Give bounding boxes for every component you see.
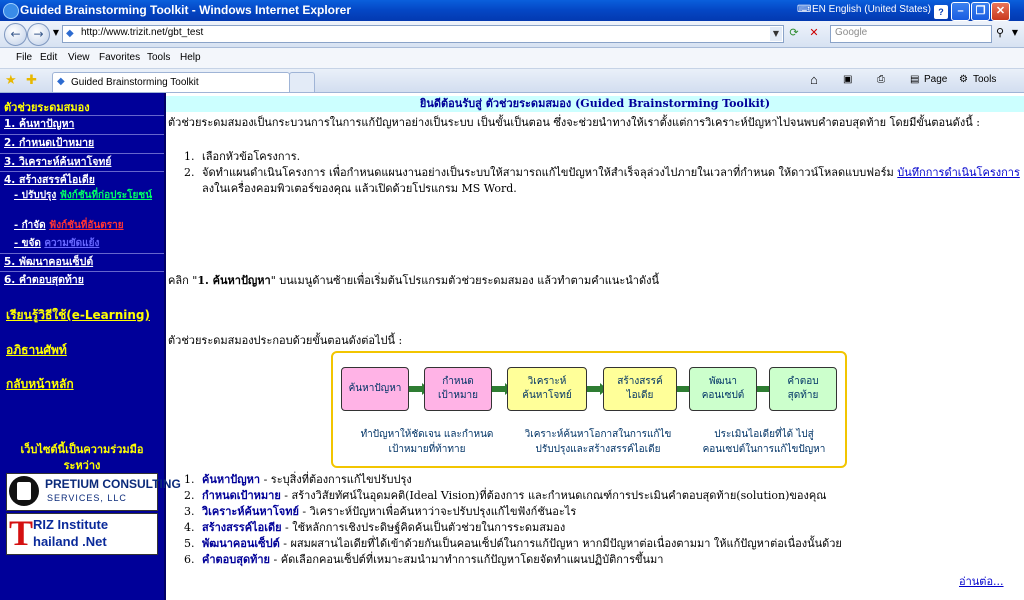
process-step-2: 2. กำหนดเป้าหมาย - สร้างวิสัยทัศน์ในอุดมคติ(Ideal Vision)ที่ต้องการ และกำหนดเกณฑ์การประเมินคำตอบสุดท้าย(solution)ของคุณ (184, 489, 827, 502)
new-tab-button[interactable] (289, 72, 315, 92)
minimize-button[interactable]: – (951, 2, 970, 21)
tab-bar (0, 69, 1024, 93)
forward-button[interactable]: → (27, 23, 50, 46)
add-favorites-icon[interactable]: ✚ (26, 72, 37, 87)
diagram-arrow (492, 386, 506, 392)
search-placeholder: Google (835, 27, 868, 38)
menu-edit[interactable]: Edit (40, 52, 58, 63)
project-record-link[interactable]: บันทึกการดำเนินโครงการ (897, 166, 1020, 179)
home-link[interactable]: กลับหน้าหลัก (6, 377, 74, 391)
welcome-banner: ยินดีต้อนรับสู่ ตัวช่วยระดมสมอง (Guided Brainstorming Toolkit) (166, 96, 1024, 112)
process-steps-list (184, 472, 1020, 568)
url-dropdown-icon[interactable]: ▼ (770, 27, 782, 41)
stop-icon[interactable]: ✕ (809, 26, 819, 39)
sidebar-item-develop-concept[interactable]: 5. พัฒนาคอนเซ็ปต์ (0, 253, 164, 271)
ie-logo-icon (3, 3, 19, 19)
sidebar-item-set-goal[interactable]: 2. กำหนดเป้าหมาย (0, 134, 164, 152)
sidebar-sub-remove[interactable]: - กำจัด ฟังก์ชันที่อันตราย (14, 220, 124, 231)
menu-tools[interactable]: Tools (147, 52, 171, 63)
process-step-1: 1. ค้นหาปัญหา - ระบุสิ่งที่ต้องการแก้ไขปรับปรุง (184, 473, 412, 486)
sidebar-item-create-ideas[interactable]: 4. สร้างสรรค์ไอเดีย (0, 171, 164, 189)
page-content (0, 93, 1024, 600)
intro-text: ตัวช่วยระดมสมองเป็นกระบวนการในการแก้ปัญหาอย่างเป็นระบบ เป็นขั้นเป็นตอน ซึ่งจะช่วยนำทางให้เราตั้งแต่การวิเคราะห์ปัญหาไปจนพบคำตอบสุดท้าย โดยมีขั้นตอนดังนี้ : (168, 116, 980, 129)
sidebar-sub-resolve[interactable]: - ขจัด ความขัดแย้ง (14, 238, 100, 249)
language-indicator[interactable]: EN English (United States) (812, 4, 931, 15)
diagram-arrow (587, 386, 601, 392)
menu-help[interactable]: Help (180, 52, 201, 63)
main-content (166, 93, 1024, 600)
back-button[interactable]: ← (4, 23, 27, 46)
home-icon[interactable]: ⌂ (810, 72, 818, 87)
maximize-button[interactable]: ❐ (971, 2, 990, 21)
sidebar-sub-improve[interactable]: - ปรับปรุง ฟังก์ชันที่ก่อประโยชน์ (14, 190, 153, 201)
tab-label: Guided Brainstorming Toolkit (71, 77, 199, 88)
sidebar-item-analyze[interactable]: 3. วิเคราะห์ค้นหาโจทย์ (0, 153, 164, 171)
close-button[interactable]: ✕ (991, 2, 1010, 21)
address-bar (0, 21, 1024, 48)
setup-steps (184, 149, 1020, 197)
diagram-box-final: คำตอบ สุดท้าย (769, 367, 837, 411)
tools-menu[interactable]: Tools (973, 74, 997, 85)
diagram-box-find-problem: ค้นหาปัญหา (341, 367, 409, 411)
sidebar-item-final-answer[interactable]: 6. คำตอบสุดท้าย (0, 271, 164, 289)
menu-favorites[interactable]: Favorites (99, 52, 141, 63)
menu-view[interactable]: View (68, 52, 90, 63)
tab-page-icon: ◆ (57, 76, 65, 87)
diagram-arrow (409, 386, 423, 392)
process-step-6: 6. คำตอบสุดท้าย - คัดเลือกคอนเซ็ปต์ที่เหมาะสมนำมาทำการแก้ปัญหาโดยจัดทำแผนปฏิบัติการขึ้นมา (184, 553, 664, 566)
glossary-link[interactable]: อภิธานศัพท์ (6, 343, 67, 357)
pretium-p-icon (9, 476, 39, 506)
tools-gear-icon: ⚙ (959, 74, 968, 85)
page-menu-icon: ▤ (910, 74, 920, 85)
sidebar-heading: ตัวช่วยระดมสมอง (4, 101, 90, 114)
click-instruction: คลิก "1. ค้นหาปัญหา" บนเมนูด้านซ้ายเพื่อเริ่มต้นโปรแกรมตัวช่วยระดมสมอง แล้วทำตามคำแนะนำดังนี้ (168, 274, 660, 287)
diagram-caption-3: ประเมินไอเดียที่ได้ ไปสู่ คอนเซปต์ในการแก้ไขปัญหา (702, 429, 826, 455)
search-input[interactable] (830, 25, 992, 43)
url-input[interactable] (62, 25, 784, 43)
setup-step-2: 2. จัดทำแผนดำเนินโครงการ เพื่อกำหนดแผนงานอย่างเป็นระบบให้สามารถแก้ไขปัญหาให้สำเร็จลุล่วงไปภายในเวลาที่กำหนด ให้ดาวน์โหลดแบบฟอร์ม บันทึกการดำเนินโครงการ ลงในเครื่องคอมพิวเตอร์ของคุณ แล้วเปิดด้วยโปรแกรม MS Word. (184, 166, 1020, 195)
diagram-box-analyze: วิเคราะห์ ค้นหาโจทย์ (507, 367, 587, 411)
keyboard-icon: ⌨ (797, 4, 812, 15)
feeds-icon[interactable]: ▣ (843, 74, 853, 85)
pretium-logo[interactable]: PRETIUM CONSULTING SERVICES, LLC (6, 473, 158, 511)
collab-text-1: เว็บไซต์นี้เป็นความร่วมมือ (20, 443, 144, 456)
process-step-3: 3. วิเคราะห์ค้นหาโจทย์ - วิเคราะห์ปัญหาเพื่อค้นหาว่าจะปรับปรุงแก้ไขฟังก์ชันอะไร (184, 505, 577, 518)
sidebar (0, 93, 181, 600)
search-icon[interactable]: ⚲ (995, 26, 1005, 39)
diagram-caption-2: วิเคราะห์ค้นหาโอกาสในการแก้ไข ปรับปรุงและสร้างสรรค์ไอเดีย (524, 429, 672, 455)
window-titlebar (0, 0, 1024, 21)
sidebar-item-find-problem[interactable]: 1. ค้นหาปัญหา (0, 115, 164, 133)
print-icon[interactable]: ⎙ (877, 74, 885, 85)
page-menu[interactable]: Page (924, 74, 948, 85)
history-dropdown-icon[interactable]: ▼ (52, 28, 60, 37)
tab-guided-brainstorming[interactable] (52, 72, 290, 92)
page-icon: ◆ (66, 28, 74, 39)
consists-text: ตัวช่วยระดมสมองประกอบด้วยขั้นตอนดังต่อไปนี้ : (168, 334, 403, 347)
help-icon[interactable]: ? (934, 5, 948, 19)
setup-step-1: 1. เลือกหัวข้อโครงการ. (184, 150, 301, 163)
url-text[interactable]: http://www.trizit.net/gbt_test (81, 27, 204, 38)
diagram-box-develop: พัฒนา คอนเซปต์ (689, 367, 757, 411)
process-step-5: 5. พัฒนาคอนเซ็ปต์ - ผสมผสานไอเดียที่ได้เข้าด้วยกันเป็นคอนเซ็ปต์ในการแก้ปัญหา หากมีปัญหาต่อเนื่องตามมา ให้แก้ปัญหาต่อเนื่องนั้นด้วย (184, 537, 842, 550)
elearning-link[interactable]: เรียนรู้วิธีใช้(e-Learning) (6, 308, 150, 322)
refresh-icon[interactable]: ⟳ (789, 26, 799, 39)
menu-bar (0, 48, 1024, 69)
window-title: Guided Brainstorming Toolkit - Windows Internet Explorer (20, 3, 352, 17)
process-diagram (331, 351, 847, 468)
search-options-icon[interactable]: ▼ (1011, 28, 1019, 37)
diagram-box-create: สร้างสรรค์ ไอเดีย (603, 367, 677, 411)
collab-text-2: ระหว่าง (63, 459, 101, 472)
triz-thailand-logo[interactable]: T RIZ Institute hailand .Net (6, 513, 158, 555)
diagram-box-set-goal: กำหนด เป้าหมาย (424, 367, 492, 411)
menu-file[interactable]: File (16, 52, 33, 63)
favorites-star-icon[interactable]: ★ (5, 72, 17, 87)
process-step-4: 4. สร้างสรรค์ไอเดีย - ใช้หลักการเชิงประดิษฐ์คิดค้นเป็นตัวช่วยในการระดมสมอง (184, 521, 566, 534)
read-more-link[interactable]: อ่านต่อ... (959, 575, 1004, 588)
diagram-caption-1: ทำปัญหาให้ชัดเจน และกำหนด เป้าหมายที่ท้าทาย (360, 429, 494, 455)
